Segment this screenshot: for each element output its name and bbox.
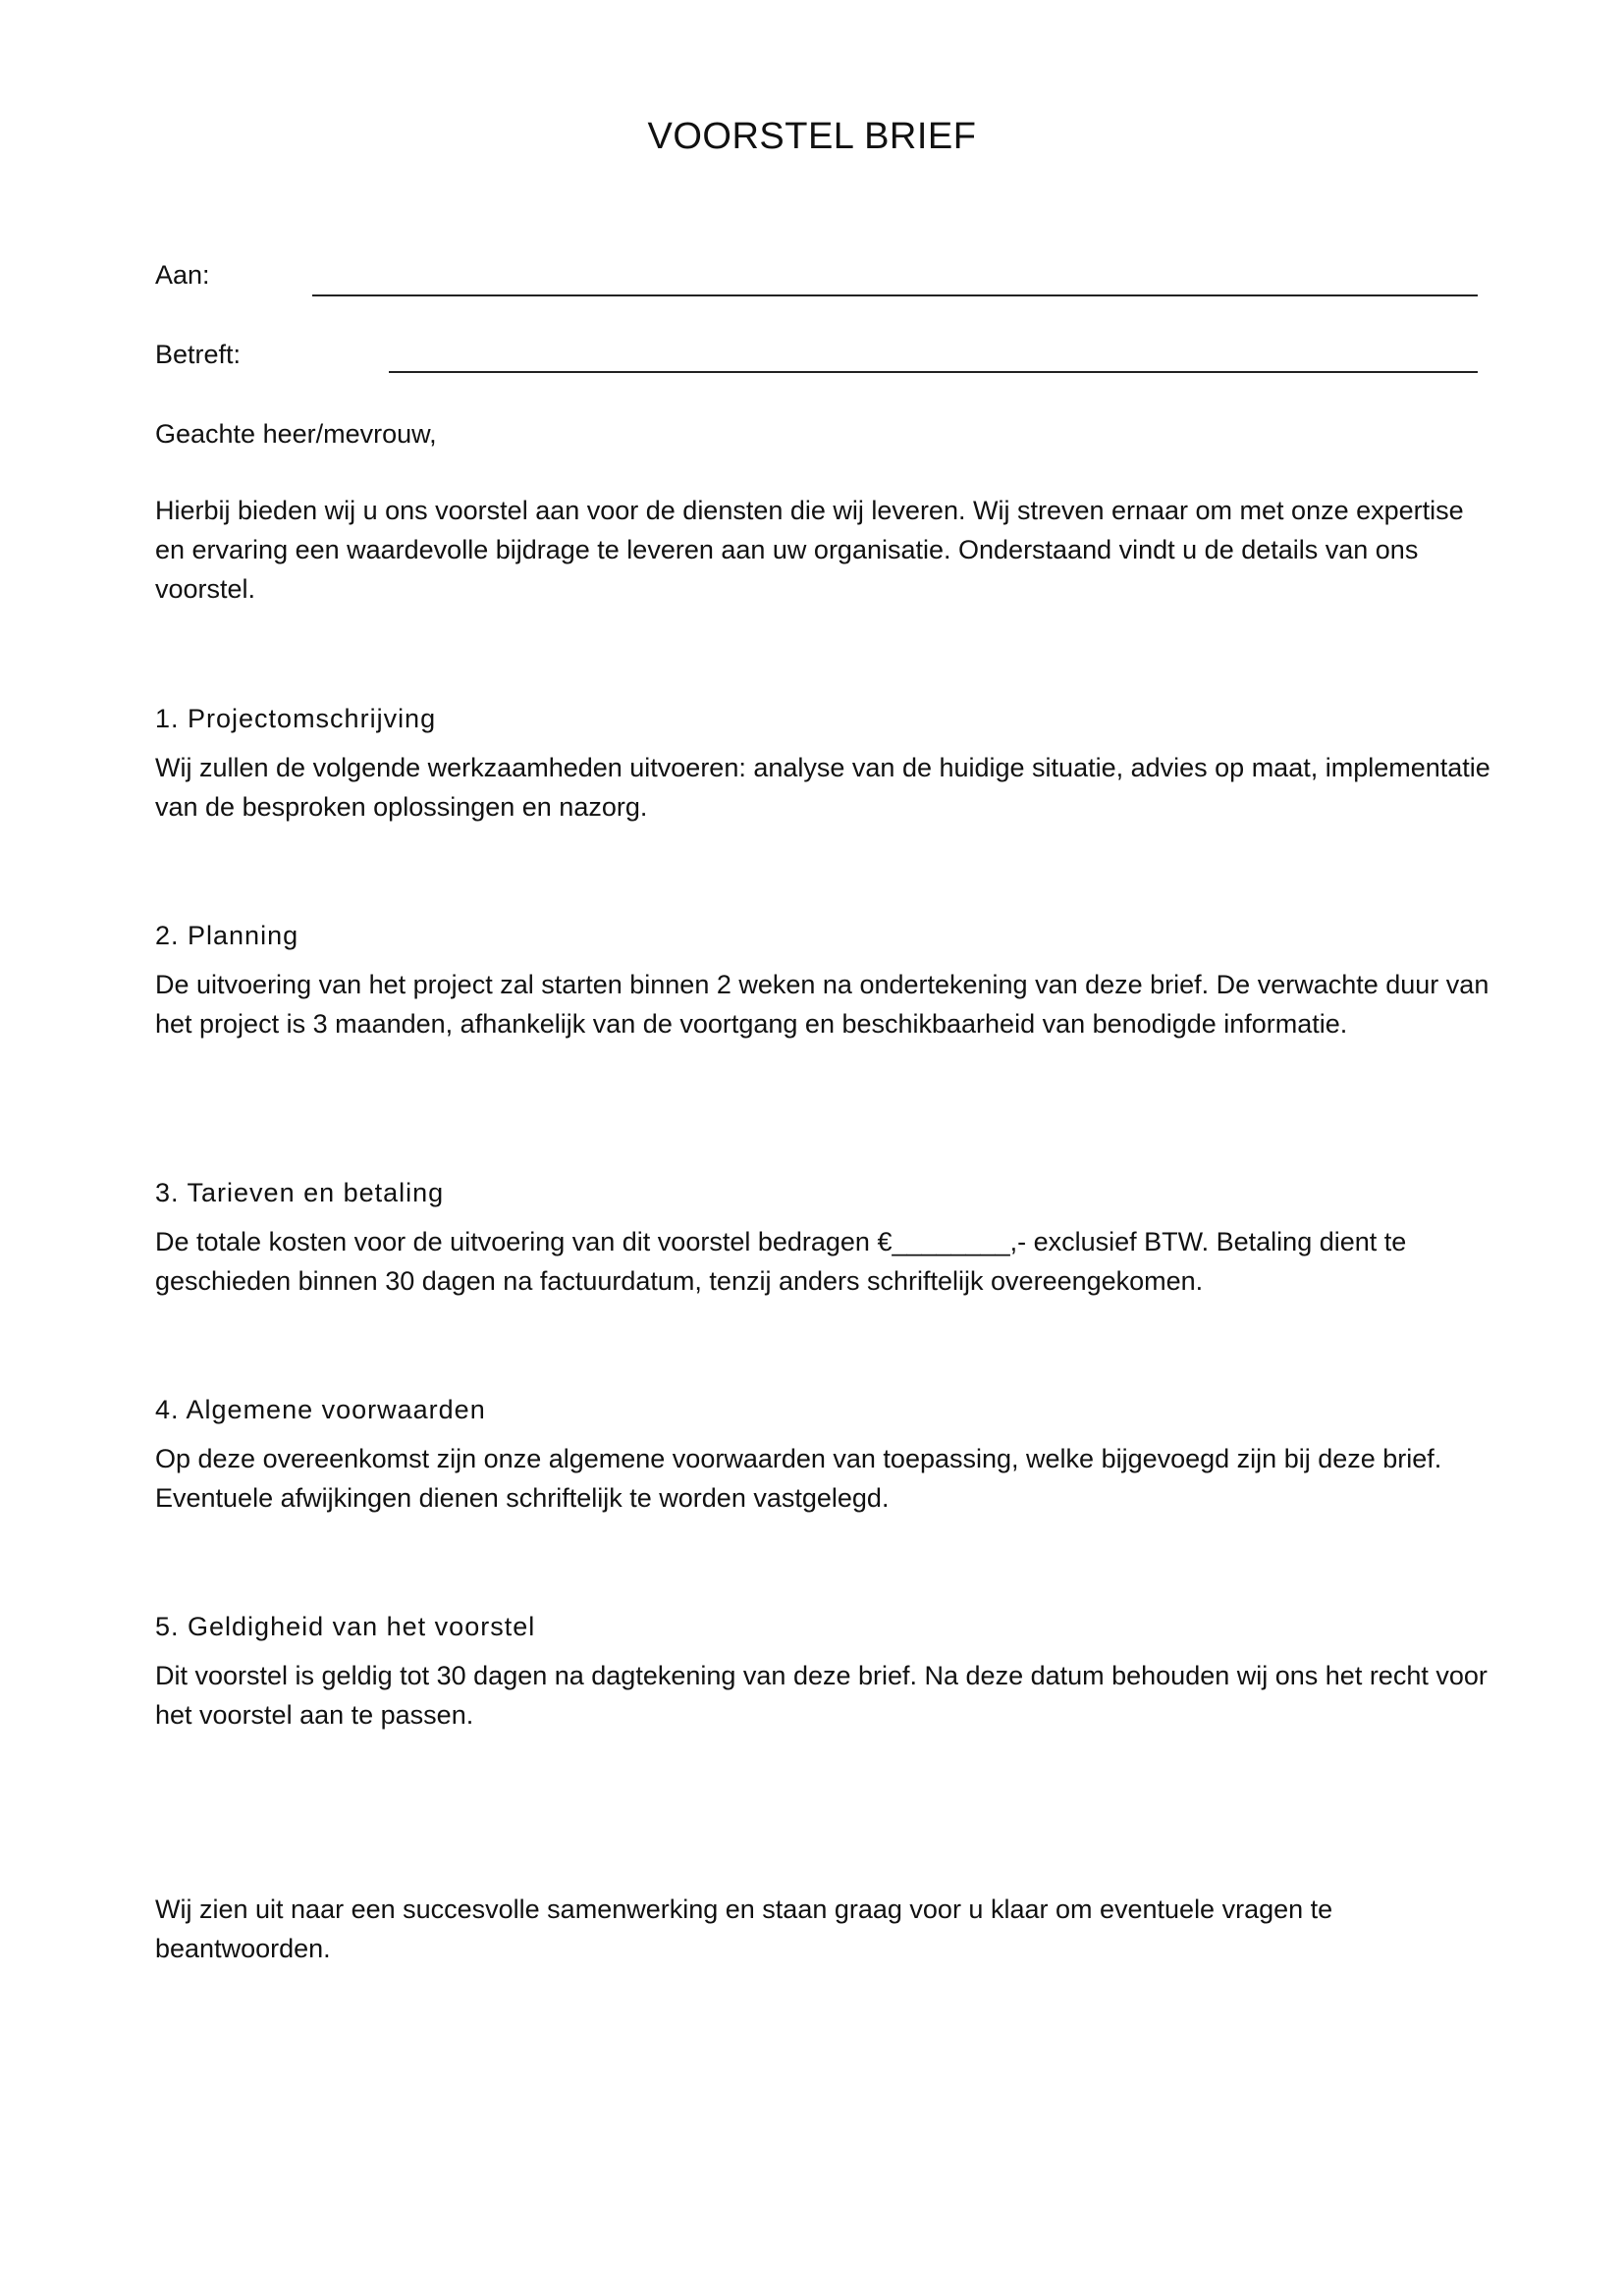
intro-paragraph: Hierbij bieden wij u ons voorstel aan voor de diensten die wij leveren. Wij streven ernaar om met onze expertise en ervaring een waardevolle bijdrage te leveren aan uw organisatie. Onderstaand vindt u de details van ons voorstel. — [155, 496, 1464, 604]
document-title: VOORSTEL BRIEF — [647, 116, 977, 157]
section-heading-project-description: 1. Projectomschrijving — [155, 704, 437, 733]
section-body-rates: De totale kosten voor de uitvoering van dit voorstel bedragen €________,- exclusief BTW. Betaling dient te geschieden binnen 30 dagen na factuurdatum, tenzij anders schriftelijk overeengekomen. — [155, 1227, 1407, 1296]
subject-field-line[interactable] — [389, 371, 1478, 373]
salutation: Geachte heer/mevrouw, — [155, 419, 437, 449]
section-body-terms: Op deze overeenkomst zijn onze algemene voorwaarden van toepassing, welke bijgevoegd zijn bij deze brief. Eventuele afwijkingen dienen schriftelijk te worden vastgelegd. — [155, 1444, 1442, 1513]
subject-label: Betreft: — [155, 340, 242, 369]
section-heading-terms: 4. Algemene voorwaarden — [155, 1395, 486, 1424]
closing-paragraph: Wij zien uit naar een succesvolle samenwerking en staan graag voor u klaar om eventuele vragen te beantwoorden. — [155, 1895, 1333, 1963]
section-body-project-description: Wij zullen de volgende werkzaamheden uitvoeren: analyse van de huidige situatie, advies op maat, implementatie van de besproken oplossingen en nazorg. — [155, 753, 1490, 822]
section-body-validity: Dit voorstel is geldig tot 30 dagen na dagtekening van deze brief. Na deze datum behouden wij ons het recht voor het voorstel aan te passen. — [155, 1661, 1488, 1730]
to-field-line[interactable] — [312, 294, 1478, 296]
section-heading-validity: 5. Geldigheid van het voorstel — [155, 1612, 536, 1641]
to-label: Aan: — [155, 260, 210, 290]
section-heading-rates: 3. Tarieven en betaling — [155, 1178, 445, 1207]
section-body-planning: De uitvoering van het project zal starten binnen 2 weken na ondertekening van deze brief. De verwachte duur van het project is 3 maanden, afhankelijk van de voortgang en beschikbaarheid van benodigde informatie. — [155, 970, 1489, 1039]
section-heading-planning: 2. Planning — [155, 921, 299, 950]
